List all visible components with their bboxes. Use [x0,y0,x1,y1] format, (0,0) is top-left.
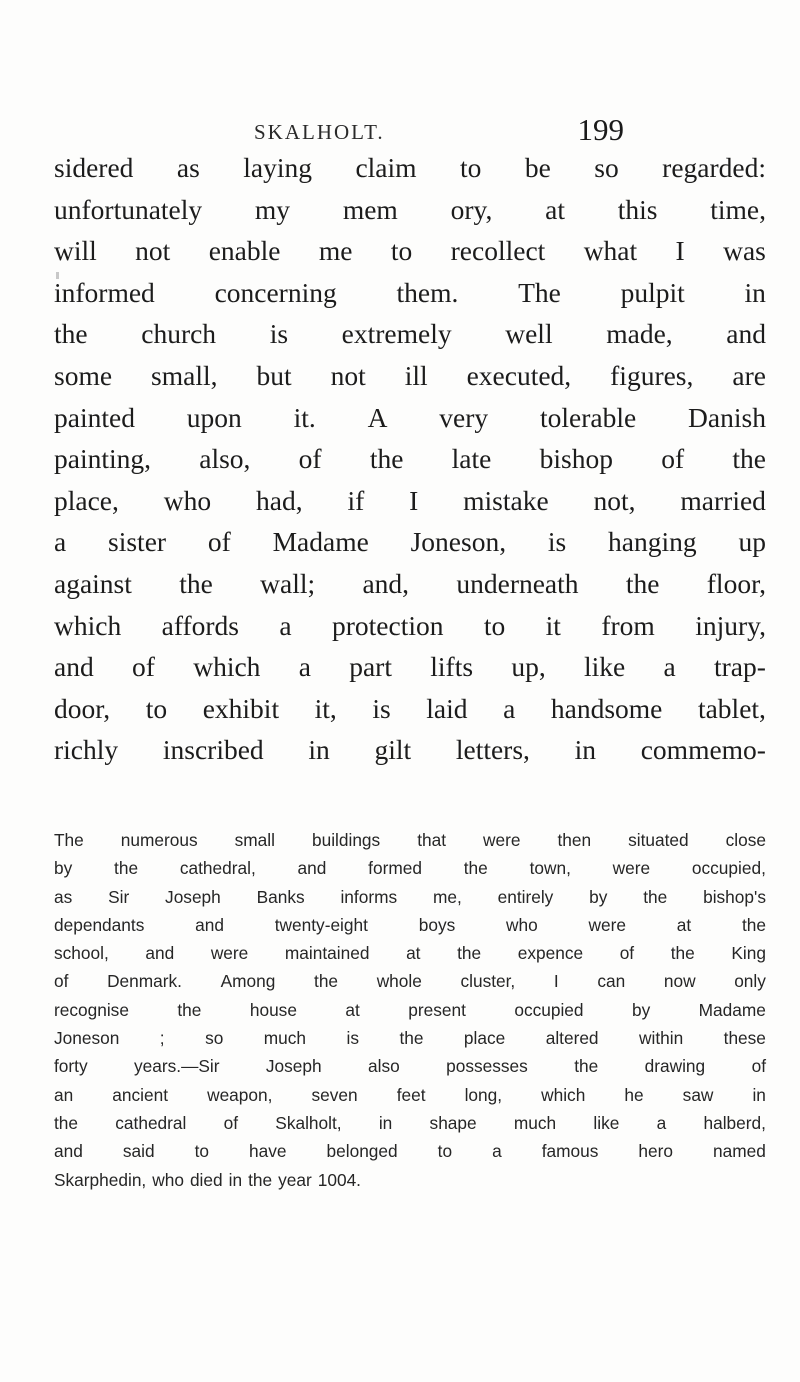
footnote-line [54,1000,766,1028]
word: Joseph [265,1056,322,1077]
word: much [513,1112,557,1133]
word: the [369,443,404,475]
word: a [279,609,292,641]
word: of [223,1112,239,1133]
word: and [726,318,766,350]
word: lifts [430,651,474,683]
body-line [54,318,766,360]
word: is [372,692,391,724]
word: only [734,971,766,992]
word: place [463,1028,506,1049]
word: halberd, [703,1112,766,1133]
word: in [308,734,330,766]
word: ory, [450,193,493,225]
word: a [298,651,311,683]
footnote-line [54,915,766,943]
body-line [54,194,766,236]
word: so [594,152,619,183]
word: I [409,484,419,516]
word: the [457,943,482,964]
word: unfortunately [54,193,203,225]
word: upon [186,401,242,433]
word: A [367,401,388,433]
word: to [460,152,482,183]
word: concerning [214,276,337,308]
word: these [723,1028,766,1049]
word: possesses [446,1056,528,1077]
word: and [54,651,94,683]
word: seven [311,1084,358,1105]
word: me, [432,886,462,907]
word: much [263,1028,307,1049]
word: the [625,567,660,599]
word: figures, [610,359,694,391]
word: dependants [54,914,145,935]
word: Skarphedin, [54,1169,147,1190]
word: mem [342,193,398,225]
word: the [399,1028,424,1049]
word: Joseph [165,886,221,907]
word: formed [368,858,422,879]
word: a [492,1141,502,1162]
body-line [54,693,766,735]
word: which [54,609,122,641]
word: hero [638,1141,674,1162]
body-line [54,651,766,693]
word: long, [464,1084,503,1105]
word: Madame [272,526,369,558]
word: that [417,830,447,850]
word: laying [243,152,312,183]
word: regarded: [662,152,766,183]
word: it, [314,692,337,724]
footnote-line [54,1113,766,1141]
word: this [617,193,658,225]
word: can [597,971,626,992]
word: belonged [326,1141,398,1162]
word: will [54,235,97,267]
word: place, [54,484,119,516]
word: 1004. [317,1169,361,1190]
word: saw [682,1084,714,1105]
word: a [656,1112,667,1133]
word: King [731,943,766,964]
word: Joneson [54,1028,120,1049]
word: married [680,484,766,516]
word: drawing [644,1056,706,1077]
word: buildings [311,830,381,850]
word: school, [54,943,109,964]
word: I [675,235,685,267]
word: had, [255,484,303,516]
word: the [741,914,766,935]
word: also [368,1056,400,1077]
word: at [676,914,692,935]
footnote-line [54,1028,766,1056]
word: exhibit [202,692,280,724]
word: of [751,1056,766,1077]
word: forty [54,1056,88,1077]
word: famous [541,1141,599,1162]
word: laid [426,692,468,724]
word: at [406,943,421,964]
main-text [54,152,766,776]
word: my [254,193,291,225]
word: them. [396,276,459,308]
word: year [278,1169,312,1190]
word: cluster, [460,971,516,992]
word: who [506,914,538,935]
word: were [612,858,651,879]
word: made, [606,318,673,350]
word: shape [429,1112,477,1133]
word: to [390,235,413,267]
word: boys [418,914,456,935]
word: twenty-eight [274,914,368,935]
word: within [639,1028,684,1049]
footnote-line [54,887,766,915]
word: the [463,858,488,879]
word: be [524,152,551,183]
word: tablet, [697,692,766,724]
word: but [256,359,292,391]
footnote-line [54,1170,766,1198]
word: well [505,318,553,350]
word: Danish [688,401,766,433]
word: now [663,971,696,992]
word: part [349,651,392,683]
word: who [163,484,212,516]
word: trap- [714,651,766,683]
word: of [54,971,69,992]
word: were [588,914,626,935]
word: very [439,401,489,433]
word: recollect [450,235,546,267]
word: whole [376,971,422,992]
word: Denmark. [107,971,182,992]
word: also, [199,443,251,475]
word: inscribed [162,734,264,766]
word: were [483,830,521,850]
word: a [54,526,67,558]
body-line [54,443,766,485]
word: hanging [608,526,697,558]
word: which [541,1084,586,1105]
word: of [661,443,685,475]
body-line [54,610,766,652]
word: town, [529,858,571,879]
word: and [145,943,175,964]
word: house [249,999,297,1020]
word: cathedral [115,1112,187,1133]
word: maintained [284,943,370,964]
word: who [152,1169,184,1190]
word: sister [108,526,167,558]
word: by [631,999,651,1020]
word: the [314,971,339,992]
word: enable [208,235,281,267]
word: underneath [456,567,579,599]
word: in [378,1112,393,1133]
word: which [193,651,261,683]
word: the [114,858,139,879]
body-line [54,277,766,319]
word: ; [159,1028,165,1049]
word: and [297,858,327,879]
word: feet [396,1084,426,1105]
word: present [408,999,466,1020]
body-line [54,485,766,527]
footnote-line [54,1141,766,1169]
word: of [298,443,322,475]
page-header [254,112,624,152]
word: years.—Sir [134,1056,220,1077]
word: from [601,609,655,641]
word: the [248,1169,273,1190]
word: the [177,999,202,1020]
word: not [135,235,171,267]
word: extremely [341,318,452,350]
footnote-line [54,971,766,999]
word: is [269,318,289,350]
body-line [54,568,766,610]
word: to [194,1141,209,1162]
word: gilt [374,734,412,766]
word: protection [332,609,444,641]
page-number: 199 [577,112,624,147]
word: Among [220,971,276,992]
word: bishop [539,443,613,475]
word: bishop's [703,886,766,907]
word: expence [517,943,584,964]
word: against [54,567,132,599]
footnote-line [54,830,766,858]
word: I [553,971,559,992]
word: it [545,609,561,641]
word: not, [593,484,636,516]
word: painting, [54,443,152,475]
word: so [205,1028,224,1049]
word: Madame [698,999,766,1020]
word: ancient [112,1084,169,1105]
word: ill [404,359,428,391]
word: in [574,734,597,766]
word: sidered [54,152,134,183]
word: of [619,943,635,964]
word: occupied [514,999,584,1020]
word: were [210,943,249,964]
word: the [54,318,88,350]
word: like [583,651,626,683]
word: if [347,484,365,516]
word: injury, [695,609,766,641]
word: is [346,1028,359,1049]
word: in [744,276,766,308]
word: late [451,443,492,475]
word: tolerable [540,401,637,433]
word: what [583,235,638,267]
word: at [545,193,565,225]
word: died [189,1169,223,1190]
word: altered [545,1028,599,1049]
word: informed [54,276,155,308]
word: some [54,359,113,391]
word: richly [54,734,119,766]
body-line [54,734,766,776]
word: by [589,886,608,907]
footnote-line [54,858,766,886]
word: said [122,1141,155,1162]
word: occupied, [691,858,766,879]
word: he [624,1084,644,1105]
word: is [547,526,567,558]
body-line [54,360,766,402]
word: was [723,235,766,267]
word: entirely [497,886,554,907]
footnote-line [54,1056,766,1084]
word: recognise [54,999,129,1020]
word: in [752,1084,766,1105]
word: commemo- [640,734,766,766]
word: numerous [120,830,198,850]
word: by [54,858,73,879]
body-line [54,402,766,444]
word: The [54,830,84,850]
word: Sir [108,886,130,907]
word: an [54,1084,74,1105]
word: to [145,692,168,724]
word: executed, [466,359,572,391]
word: in [228,1169,243,1190]
word: up, [511,651,546,683]
word: up [738,526,766,558]
word: to [483,609,506,641]
word: church [141,318,217,350]
word: to [437,1141,453,1162]
word: a [503,692,516,724]
body-line [54,526,766,568]
body-line [54,235,766,277]
word: letters, [455,734,530,766]
word: time, [710,193,766,225]
word: as [176,152,200,183]
word: painted [54,401,135,433]
word: it. [293,401,316,433]
word: Joneson, [410,526,507,558]
word: and [195,914,224,935]
word: not [330,359,366,391]
word: cathedral, [179,858,256,879]
word: a [663,651,676,683]
word: The [518,276,561,308]
word: are [732,359,766,391]
word: claim [355,152,417,183]
word: have [249,1141,287,1162]
word: mistake [463,484,549,516]
word: door, [54,692,111,724]
word: Banks [256,886,305,907]
word: the [732,443,766,475]
word: named [713,1141,766,1162]
word: of [207,526,231,558]
word: handsome [550,692,663,724]
word: situated [628,830,689,850]
word: floor, [706,567,766,599]
word: small [234,830,275,850]
word: me [318,235,353,267]
word: at [345,999,360,1020]
word: close [725,830,766,850]
word: and, [362,567,410,599]
word: affords [161,609,239,641]
word: as [54,886,73,907]
footnote-line [54,943,766,971]
word: then [557,830,592,850]
word: and [54,1141,83,1162]
word: Skalholt, [275,1112,342,1133]
word: like [593,1112,620,1133]
footnote [54,830,766,1198]
word: wall; [260,567,316,599]
word: the [574,1056,599,1077]
footnote-line [54,1085,766,1113]
word: the [179,567,213,599]
word: informs [340,886,398,907]
word: the [54,1112,79,1133]
body-line [54,152,766,194]
word: of [132,651,155,683]
word: small, [151,359,218,391]
word: the [643,886,668,907]
word: pulpit [620,276,685,308]
running-head: SKALHOLT. [254,120,385,144]
word: weapon, [207,1084,273,1105]
word: the [670,943,695,964]
